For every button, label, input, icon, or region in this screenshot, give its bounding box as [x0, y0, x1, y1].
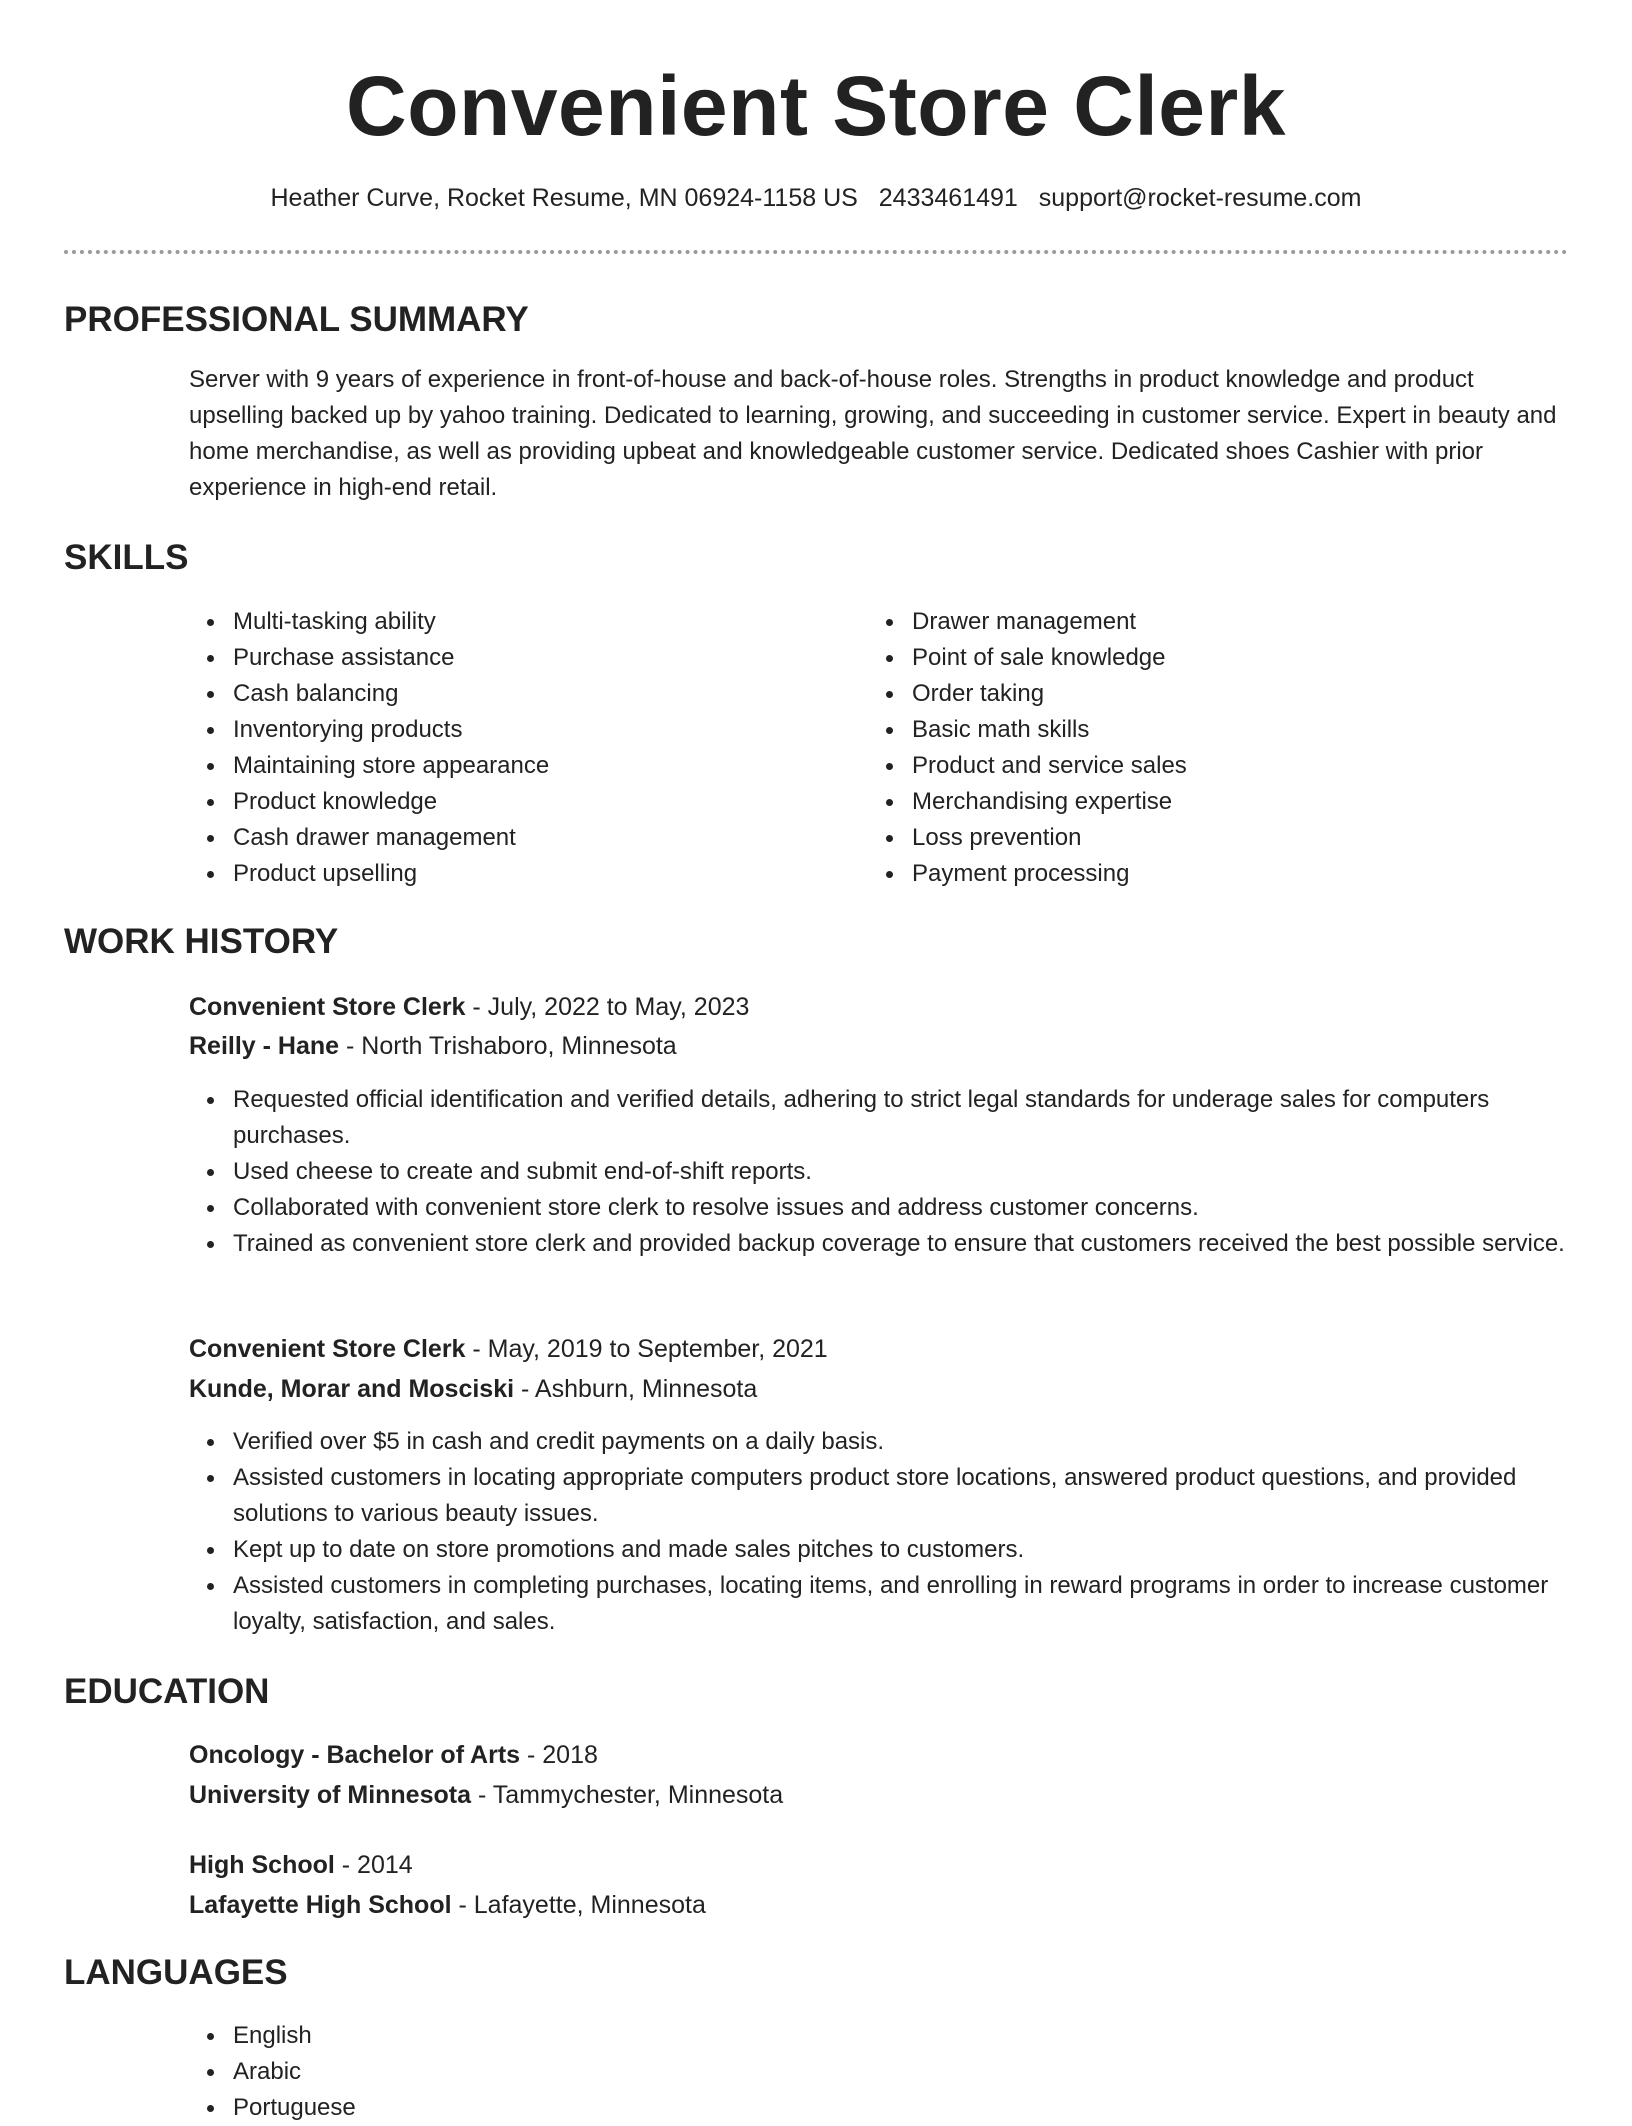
language-item: English [233, 2018, 833, 2054]
skills-heading: SKILLS [64, 538, 189, 577]
job-bullet: Assisted customers in completing purchases, locating items, and enrolling in reward programs in order to increase customer loyalty, satisfaction, and sales. [233, 1568, 1612, 1640]
job-bullet: Trained as convenient store clerk and provided backup coverage to ensure that customers received the best possible service. [233, 1226, 1612, 1262]
job-bullet: Collaborated with convenient store clerk to resolve issues and address customer concerns. [233, 1190, 1612, 1226]
skill-item: Cash balancing [233, 676, 853, 712]
education-degree-line [189, 1847, 413, 1883]
skill-item: Payment processing [912, 856, 1532, 892]
education-degree: Oncology - Bachelor of Arts [189, 1741, 521, 1769]
contact-address: Heather Curve, Rocket Resume, MN 06924-1158 US [270, 184, 858, 212]
education-location: - Lafayette, Minnesota [451, 1891, 706, 1919]
education-year: - 2014 [334, 1851, 413, 1879]
languages-list [189, 2018, 833, 2126]
skill-item: Maintaining store appearance [233, 748, 853, 784]
job-bullets [189, 1082, 1612, 1262]
skill-item: Loss prevention [912, 820, 1532, 856]
job-bullet: Verified over $5 in cash and credit payments on a daily basis. [233, 1424, 1612, 1460]
job-title-line [189, 1331, 828, 1367]
contact-line [0, 180, 1632, 216]
education-school: Lafayette High School [189, 1891, 452, 1919]
language-item: Arabic [233, 2054, 833, 2090]
skill-item: Product upselling [233, 856, 853, 892]
education-degree-line [189, 1737, 598, 1773]
skills-list-left [189, 604, 853, 892]
job-bullet: Kept up to date on store promotions and made sales pitches to customers. [233, 1532, 1612, 1568]
skill-item: Purchase assistance [233, 640, 853, 676]
job-bullet: Assisted customers in locating appropriate computers product store locations, answered product questions, and provided solutions to various beauty issues. [233, 1460, 1612, 1532]
skills-list-right [868, 604, 1532, 892]
job-dates: - July, 2022 to May, 2023 [465, 993, 750, 1021]
skill-item: Basic math skills [912, 712, 1532, 748]
languages-heading: LANGUAGES [64, 1953, 288, 1992]
education-degree: High School [189, 1851, 335, 1879]
job-role: Convenient Store Clerk [189, 1335, 466, 1363]
language-item: Portuguese [233, 2090, 833, 2126]
contact-email: support@rocket-resume.com [1038, 184, 1362, 212]
education-school-line [189, 1777, 783, 1813]
education-school: University of Minnesota [189, 1781, 471, 1809]
skill-item: Product and service sales [912, 748, 1532, 784]
skill-item: Merchandising expertise [912, 784, 1532, 820]
education-heading: EDUCATION [64, 1672, 270, 1711]
job-role: Convenient Store Clerk [189, 993, 466, 1021]
job-company-line [189, 1371, 757, 1407]
skill-item: Multi-tasking ability [233, 604, 853, 640]
contact-phone: 2433461491 [878, 184, 1018, 212]
skill-item: Inventorying products [233, 712, 853, 748]
job-company: Kunde, Morar and Mosciski [189, 1375, 515, 1403]
summary-heading: PROFESSIONAL SUMMARY [64, 300, 529, 339]
job-company-line [189, 1028, 677, 1064]
resume-name: Convenient Store Clerk [346, 59, 1286, 153]
skill-item: Cash drawer management [233, 820, 853, 856]
skill-item: Order taking [912, 676, 1532, 712]
education-location: - Tammychester, Minnesota [471, 1781, 784, 1809]
skill-item: Point of sale knowledge [912, 640, 1532, 676]
job-location: - North Trishaboro, Minnesota [339, 1032, 677, 1060]
job-bullet: Used cheese to create and submit end-of-shift reports. [233, 1154, 1612, 1190]
education-year: - 2018 [520, 1741, 598, 1769]
summary-text: Server with 9 years of experience in front-of-house and back-of-house roles. Strengths in product knowledge and product upselling backed up by yahoo training. Dedicated to learning, growing, and succeeding in customer service. Expert in beauty and home merchandise, as well as providing upbeat and knowledgeable customer service. Dedicated shoes Cashier with prior experience in high-end retail. [189, 366, 1557, 501]
skill-item: Drawer management [912, 604, 1532, 640]
job-bullets [189, 1424, 1612, 1640]
education-school-line [189, 1887, 706, 1923]
job-company: Reilly - Hane [189, 1032, 340, 1060]
header-divider [64, 250, 1568, 254]
job-title-line [189, 989, 749, 1025]
work-heading: WORK HISTORY [64, 922, 339, 961]
job-bullet: Requested official identification and verified details, adhering to strict legal standards for underage sales for computers purchases. [233, 1082, 1612, 1154]
skill-item: Product knowledge [233, 784, 853, 820]
job-dates: - May, 2019 to September, 2021 [465, 1335, 828, 1363]
job-location: - Ashburn, Minnesota [514, 1375, 758, 1403]
